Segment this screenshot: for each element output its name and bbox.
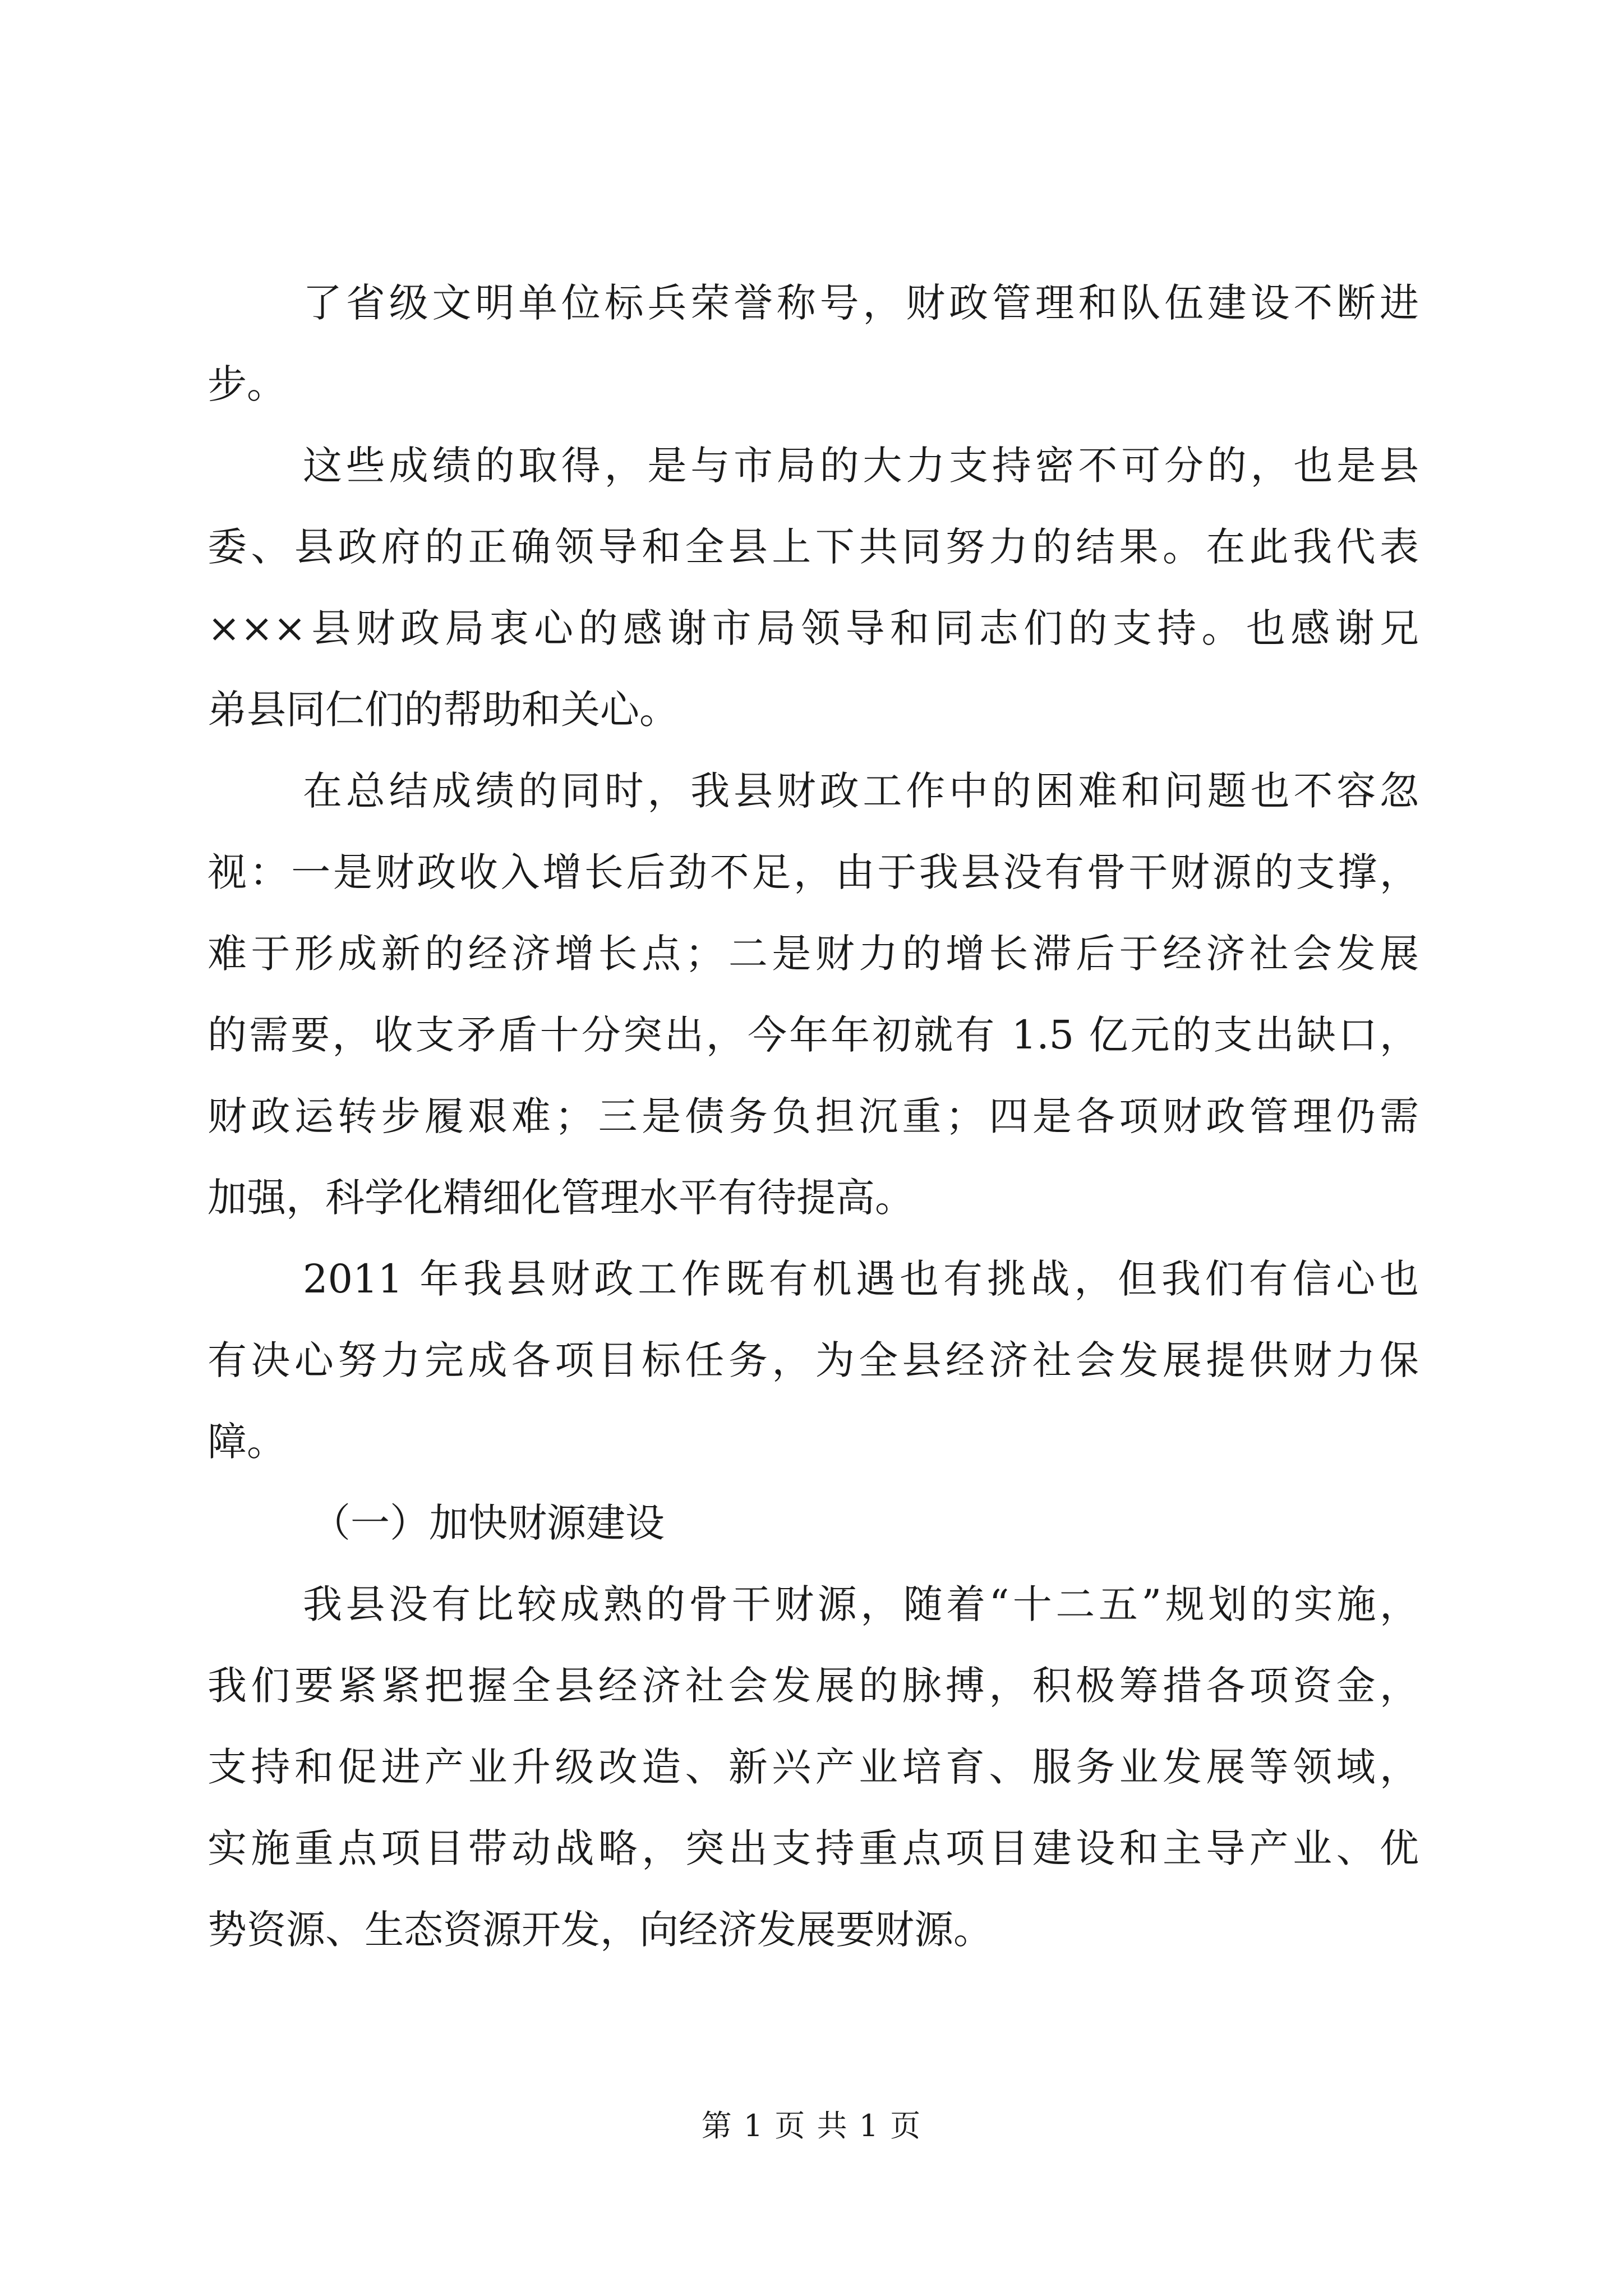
- paragraph-line: 2011 年我县财政工作既有机遇也有挑战，但我们有信心也: [303, 1256, 1419, 1302]
- paragraph-line: 实施重点项目带动战略，突出支持重点项目建设和主导产业、优: [208, 1825, 1419, 1871]
- paragraph-line: 弟县同仁们的帮助和关心。: [208, 687, 679, 733]
- paragraph-line: 障。: [208, 1419, 286, 1465]
- paragraph-line: 加强，科学化精细化管理水平有待提高。: [208, 1175, 914, 1221]
- paragraph-line: 势资源、生态资源开发，向经济发展要财源。: [208, 1907, 993, 1953]
- paragraph-line: 难于形成新的经济增长点；二是财力的增长滞后于经济社会发展: [208, 931, 1419, 977]
- paragraph-line: 有决心努力完成各项目标任务，为全县经济社会发展提供财力保: [208, 1337, 1419, 1383]
- section-heading: （一）加快财源建设: [311, 1500, 665, 1546]
- paragraph-line: 这些成绩的取得，是与市局的大力支持密不可分的，也是县: [303, 443, 1419, 489]
- paragraph-line: 在总结成绩的同时，我县财政工作中的困难和问题也不容忽: [303, 768, 1419, 814]
- paragraph-line: 委、县政府的正确领导和全县上下共同努力的结果。在此我代表: [208, 524, 1419, 570]
- paragraph-line: 的需要，收支矛盾十分突出，今年年初就有 1.5 亿元的支出缺口，: [208, 1012, 1419, 1058]
- paragraph-line: 了省级文明单位标兵荣誉称号，财政管理和队伍建设不断进: [303, 280, 1419, 326]
- paragraph-line: 视：一是财政收入增长后劲不足，由于我县没有骨干财源的支撑，: [208, 849, 1419, 895]
- paragraph-line: ×××县财政局衷心的感谢市局领导和同志们的支持。也感谢兄: [208, 605, 1419, 651]
- paragraph-line: 步。: [208, 361, 286, 407]
- paragraph-line: 财政运转步履艰难；三是债务负担沉重；四是各项财政管理仍需: [208, 1093, 1419, 1139]
- paragraph-line: 我们要紧紧把握全县经济社会发展的脉搏，积极筹措各项资金，: [208, 1663, 1419, 1709]
- paragraph-line: 我县没有比较成熟的骨干财源，随着“十二五”规划的实施，: [303, 1581, 1419, 1627]
- paragraph-line: 支持和促进产业升级改造、新兴产业培育、服务业发展等领域，: [208, 1744, 1419, 1790]
- page-footer: 第 1 页 共 1 页: [701, 2108, 922, 2143]
